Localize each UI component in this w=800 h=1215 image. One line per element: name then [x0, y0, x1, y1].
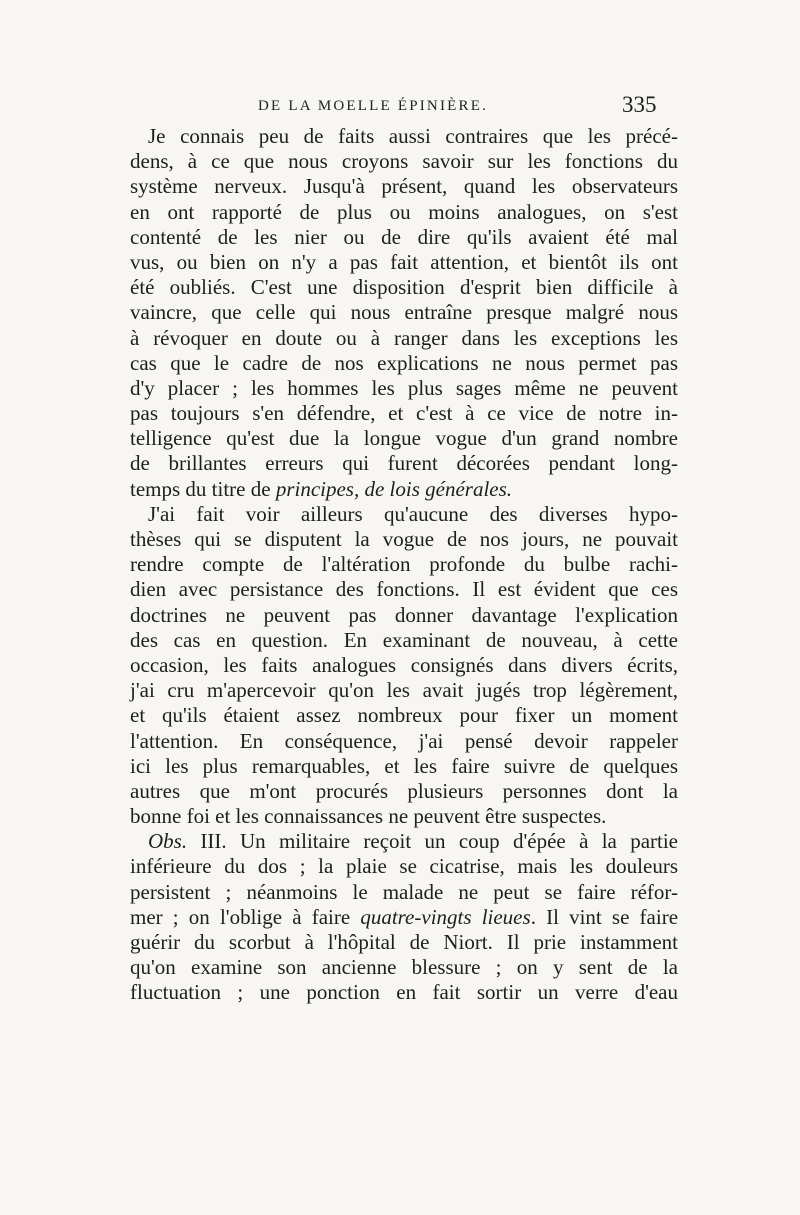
line-text: telligence qu'est due la longue vogue d'un grand nombre — [130, 426, 678, 451]
text-line — [130, 603, 678, 628]
line-text: ici les plus remarquables, et les faire suivre de quelques — [130, 753, 678, 778]
text-line — [130, 376, 678, 401]
line-text: occasion, les faits analogues consignés dans divers écrits, — [130, 652, 678, 677]
text-line — [130, 300, 678, 325]
text-line — [130, 678, 678, 703]
line-text: mer ; on l'oblige à faire — [130, 904, 361, 929]
line-text: de brillantes erreurs qui furent décorées pendant long- — [130, 451, 678, 476]
line-text: Je connais peu de faits aussi contraires que les précé- — [148, 124, 678, 148]
text-line — [130, 149, 678, 174]
line-text: rendre compte de l'altération profonde du bulbe rachi- — [130, 552, 678, 577]
line-text: en ont rapporté de plus ou moins analogues, on s'est — [130, 199, 678, 224]
line-text: vaincre, que celle qui nous entraîne presque malgré nous — [130, 300, 678, 325]
page-number: 335 — [622, 92, 657, 117]
line-text: III. Un militaire reçoit un coup d'épée à la partie — [187, 829, 678, 854]
line-text: été oubliés. C'est une disposition d'esprit bien difficile à — [130, 275, 678, 300]
text-line — [130, 174, 678, 199]
line-text: des cas en question. En examinant de nouveau, à cette — [130, 627, 678, 652]
text-line — [130, 955, 678, 980]
line-text: à révoquer en doute ou à ranger dans les exceptions les — [130, 325, 678, 350]
line-text: pas toujours s'en défendre, et c'est à ce vice de notre in- — [130, 401, 678, 426]
text-line — [130, 275, 678, 300]
text-line — [130, 326, 678, 351]
text-line — [130, 527, 678, 552]
text-line — [130, 980, 678, 1005]
italic-text: principes, de lois générales. — [275, 476, 513, 501]
text-line — [130, 426, 678, 451]
text-line — [130, 250, 678, 275]
text-line — [130, 451, 678, 476]
text-line — [130, 653, 678, 678]
text-line — [130, 200, 678, 225]
line-text: thèses qui se disputent la vogue de nos jours, ne pouvait — [130, 527, 678, 551]
text-line — [130, 880, 678, 905]
text-line — [130, 351, 678, 376]
italic-text: Obs. — [148, 829, 188, 854]
line-text: . Il vint se faire — [530, 904, 679, 929]
line-text: et qu'ils étaient assez nombreux pour fixer un moment — [130, 703, 678, 728]
line-text: contenté de les nier ou de dire qu'ils avaient été mal — [130, 224, 678, 249]
text-line — [130, 729, 678, 754]
italic-text: quatre-vingts lieues — [360, 904, 531, 929]
text-line — [130, 703, 678, 728]
text-line — [130, 502, 678, 527]
line-text: j'ai cru m'apercevoir qu'on les avait jugés trop légèrement, — [130, 678, 678, 703]
text-line — [130, 854, 678, 879]
line-text: temps du titre de — [130, 476, 276, 501]
line-text: doctrines ne peuvent pas donner davantage l'explication — [130, 602, 678, 627]
text-line — [130, 905, 678, 930]
text-line — [130, 754, 678, 779]
text-line — [130, 829, 678, 854]
line-text: cas que le cadre de nos explications ne nous permet pas — [130, 350, 678, 375]
line-text: fluctuation ; une ponction en fait sortir un verre d'eau — [130, 980, 678, 1005]
line-text: dens, à ce que nous croyons savoir sur les fonctions du — [130, 149, 678, 174]
text-line — [130, 477, 678, 502]
body-text — [130, 124, 678, 1006]
line-text: l'attention. En conséquence, j'ai pensé devoir rappeler — [130, 728, 678, 753]
text-line — [130, 225, 678, 250]
text-line — [130, 779, 678, 804]
text-line — [130, 577, 678, 602]
text-line — [130, 124, 678, 149]
line-text: inférieure du dos ; la plaie se cicatrise, mais les douleurs — [130, 854, 678, 879]
line-text: qu'on examine son ancienne blessure ; on y sent de la — [130, 955, 678, 980]
text-line — [130, 552, 678, 577]
line-text: bonne foi et les connaissances ne peuvent être suspectes. — [130, 804, 607, 829]
line-text: J'ai fait voir ailleurs qu'aucune des diverses hypo- — [148, 501, 678, 526]
line-text: guérir du scorbut à l'hôpital de Niort. Il prie instamment — [130, 930, 678, 954]
text-line — [130, 930, 678, 955]
line-text: persistent ; néanmoins le malade ne peut se faire réfor- — [130, 879, 678, 904]
line-text: vus, ou bien on n'y a pas fait attention, et bientôt ils ont — [130, 249, 678, 274]
text-line — [130, 628, 678, 653]
text-line — [130, 401, 678, 426]
line-text: système nerveux. Jusqu'à présent, quand les observateurs — [130, 174, 678, 199]
line-text: dien avec persistance des fonctions. Il est évident que ces — [130, 577, 678, 602]
line-text: autres que m'ont procurés plusieurs personnes dont la — [130, 778, 678, 803]
text-line — [130, 804, 678, 829]
line-text: d'y placer ; les hommes les plus sages même ne peuvent — [130, 375, 678, 400]
running-title: DE LA MOELLE ÉPINIÈRE. — [258, 98, 489, 114]
